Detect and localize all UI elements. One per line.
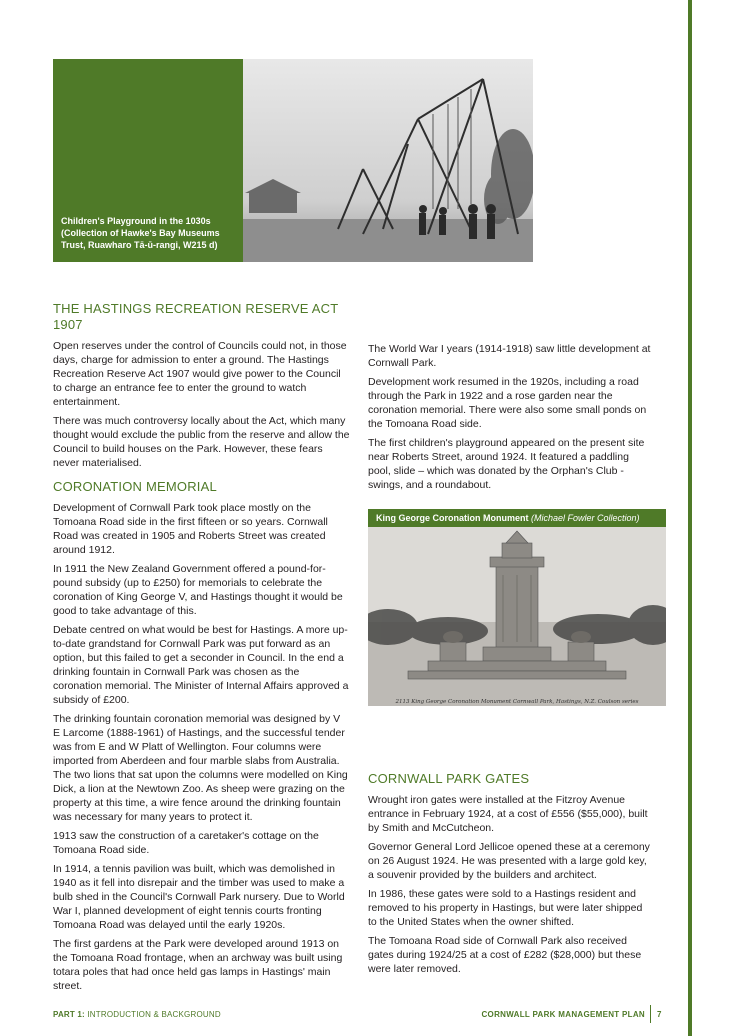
page-number: 7 [657, 1010, 662, 1019]
paragraph: In 1914, a tennis pavilion was built, which was demolished in 1940 as it fell into disrepair and the timber was used to make a bulb shed in the Council's Cornwall Park nursery. Due to World War I, planned development of eight tennis courts fronting Tomoana Road was delayed until the early 1920s. [53, 863, 345, 931]
paragraph: There was much controversy locally about the Act, which many thought would exclude the public from the reserve and allow the Council to build houses on the Park. However, these fears never materialised. [53, 415, 350, 469]
paragraph: In 1911 the New Zealand Government offered a pound-for-pound subsidy (up to £250) for memorials to celebrate the coronation of King George V, and Hastings thought it would be good to take advantage of this. [53, 563, 343, 617]
paragraph: In 1986, these gates were sold to a Hastings resident and removed to his property in Hastings, but were later shipped to the United States when the owner shifted. [368, 888, 643, 928]
footer-divider [650, 1005, 651, 1023]
page-edge-rule [688, 0, 692, 1036]
heading-coronation-memorial: CORONATION MEMORIAL [53, 479, 217, 494]
paragraph: The World War I years (1914-1918) saw little development at Cornwall Park. [368, 343, 651, 369]
hero-caption: Children's Playground in the 1030s (Collection of Hawke's Bay Museums Trust, Ruawharo Tā-ū-rangi, W215 d) [61, 216, 220, 250]
heading-cornwall-park-gates: CORNWALL PARK GATES [368, 771, 530, 786]
monument-caption-credit: (Michael Fowler Collection) [531, 513, 640, 523]
paragraph: 1913 saw the construction of a caretaker's cottage on the Tomoana Road side. [53, 830, 319, 856]
footer-part-title: INTRODUCTION & BACKGROUND [87, 1010, 221, 1019]
monument-photo-inscription: 2113 King George Coronation Monument Cornwall Park, Hastings, N.Z. Coulson series [395, 699, 639, 705]
paragraph: The Tomoana Road side of Cornwall Park also received gates during 1924/25 at a cost of £282 ($28,000) but these were later removed. [368, 935, 642, 975]
monument-photo [368, 527, 666, 706]
paragraph: Open reserves under the control of Councils could not, in those days, charge for admission to enter a ground. The Hastings Recreation Reserve Act 1907 would give power to the Council to charge an entrance fee to enter the ground to watch entertainment. [53, 340, 347, 408]
playground-photo [243, 59, 533, 262]
hero-figure [53, 59, 533, 262]
paragraph: Debate centred on what would be best for Hastings. A more up-to-date grandstand for Cornwall Park was put forward as an option, but this failed to get a seconder in Council. In the end a drinking fountain in Cornwall Park was chosen as the coronation memorial. The Minister of Internal Affairs approved a subsidy of £200. [53, 624, 349, 706]
paragraph: Development of Cornwall Park took place mostly on the Tomoana Road side in the first fifteen or so years. Cornwall Road was created in 1905 and Roberts Street was created around 1912. [53, 502, 328, 556]
footer-doc-title: CORNWALL PARK MANAGEMENT PLAN [481, 1010, 645, 1019]
paragraph: Wrought iron gates were installed at the Fitzroy Avenue entrance in February 1924, at a cost of £556 ($55,000), built by Smith and McCutcheon. [368, 794, 648, 834]
paragraph: The first gardens at the Park were developed around 1913 on the Tomoana Road frontage, when an archway was built using totara poles that had once held gas lamps in Hastings' main street. [53, 938, 343, 992]
monument-caption [368, 509, 666, 527]
footer-part-label: PART 1: [53, 1010, 85, 1019]
right-column-bottom [368, 771, 651, 981]
paragraph: The first children's playground appeared on the present site near Roberts Street, around 1924. It featured a paddling pool, slide – which was donated by the Orphan's Club - swings, and a roundabout. [368, 437, 645, 491]
monument-caption-title: King George Coronation Monument [376, 513, 529, 523]
paragraph: Development work resumed in the 1920s, including a road through the Park in 1922 and a rose garden near the coronation memorial. There were also some small ponds on the Tomoana Road side. [368, 376, 647, 430]
hero-caption-box [53, 59, 243, 262]
right-column-top [368, 342, 651, 497]
paragraph: The drinking fountain coronation memorial was designed by V E Larcome (1888-1961) of Hastings, and the successful tender was from E and W Platt of Wellington. Four columns were imported from Aberdeen and four marble slabs from Australia. The two lions that sat upon the columns were modelled on King Dick, a lion at the Newtown Zoo. As sheep were grazing on the property at this time, a wire fence around the drinking fountain was necessary for many years to protect it. [53, 713, 348, 823]
monument-figure [368, 509, 666, 706]
paragraph: Governor General Lord Jellicoe opened these at a ceremony on 26 August 1924. He was presented with a large gold key, a souvenir provided by the builders and architect. [368, 841, 650, 881]
left-column [53, 301, 350, 998]
footer-part [53, 1010, 221, 1019]
heading-recreation-act: THE HASTINGS RECREATION RESERVE ACT 1907 [53, 301, 339, 332]
